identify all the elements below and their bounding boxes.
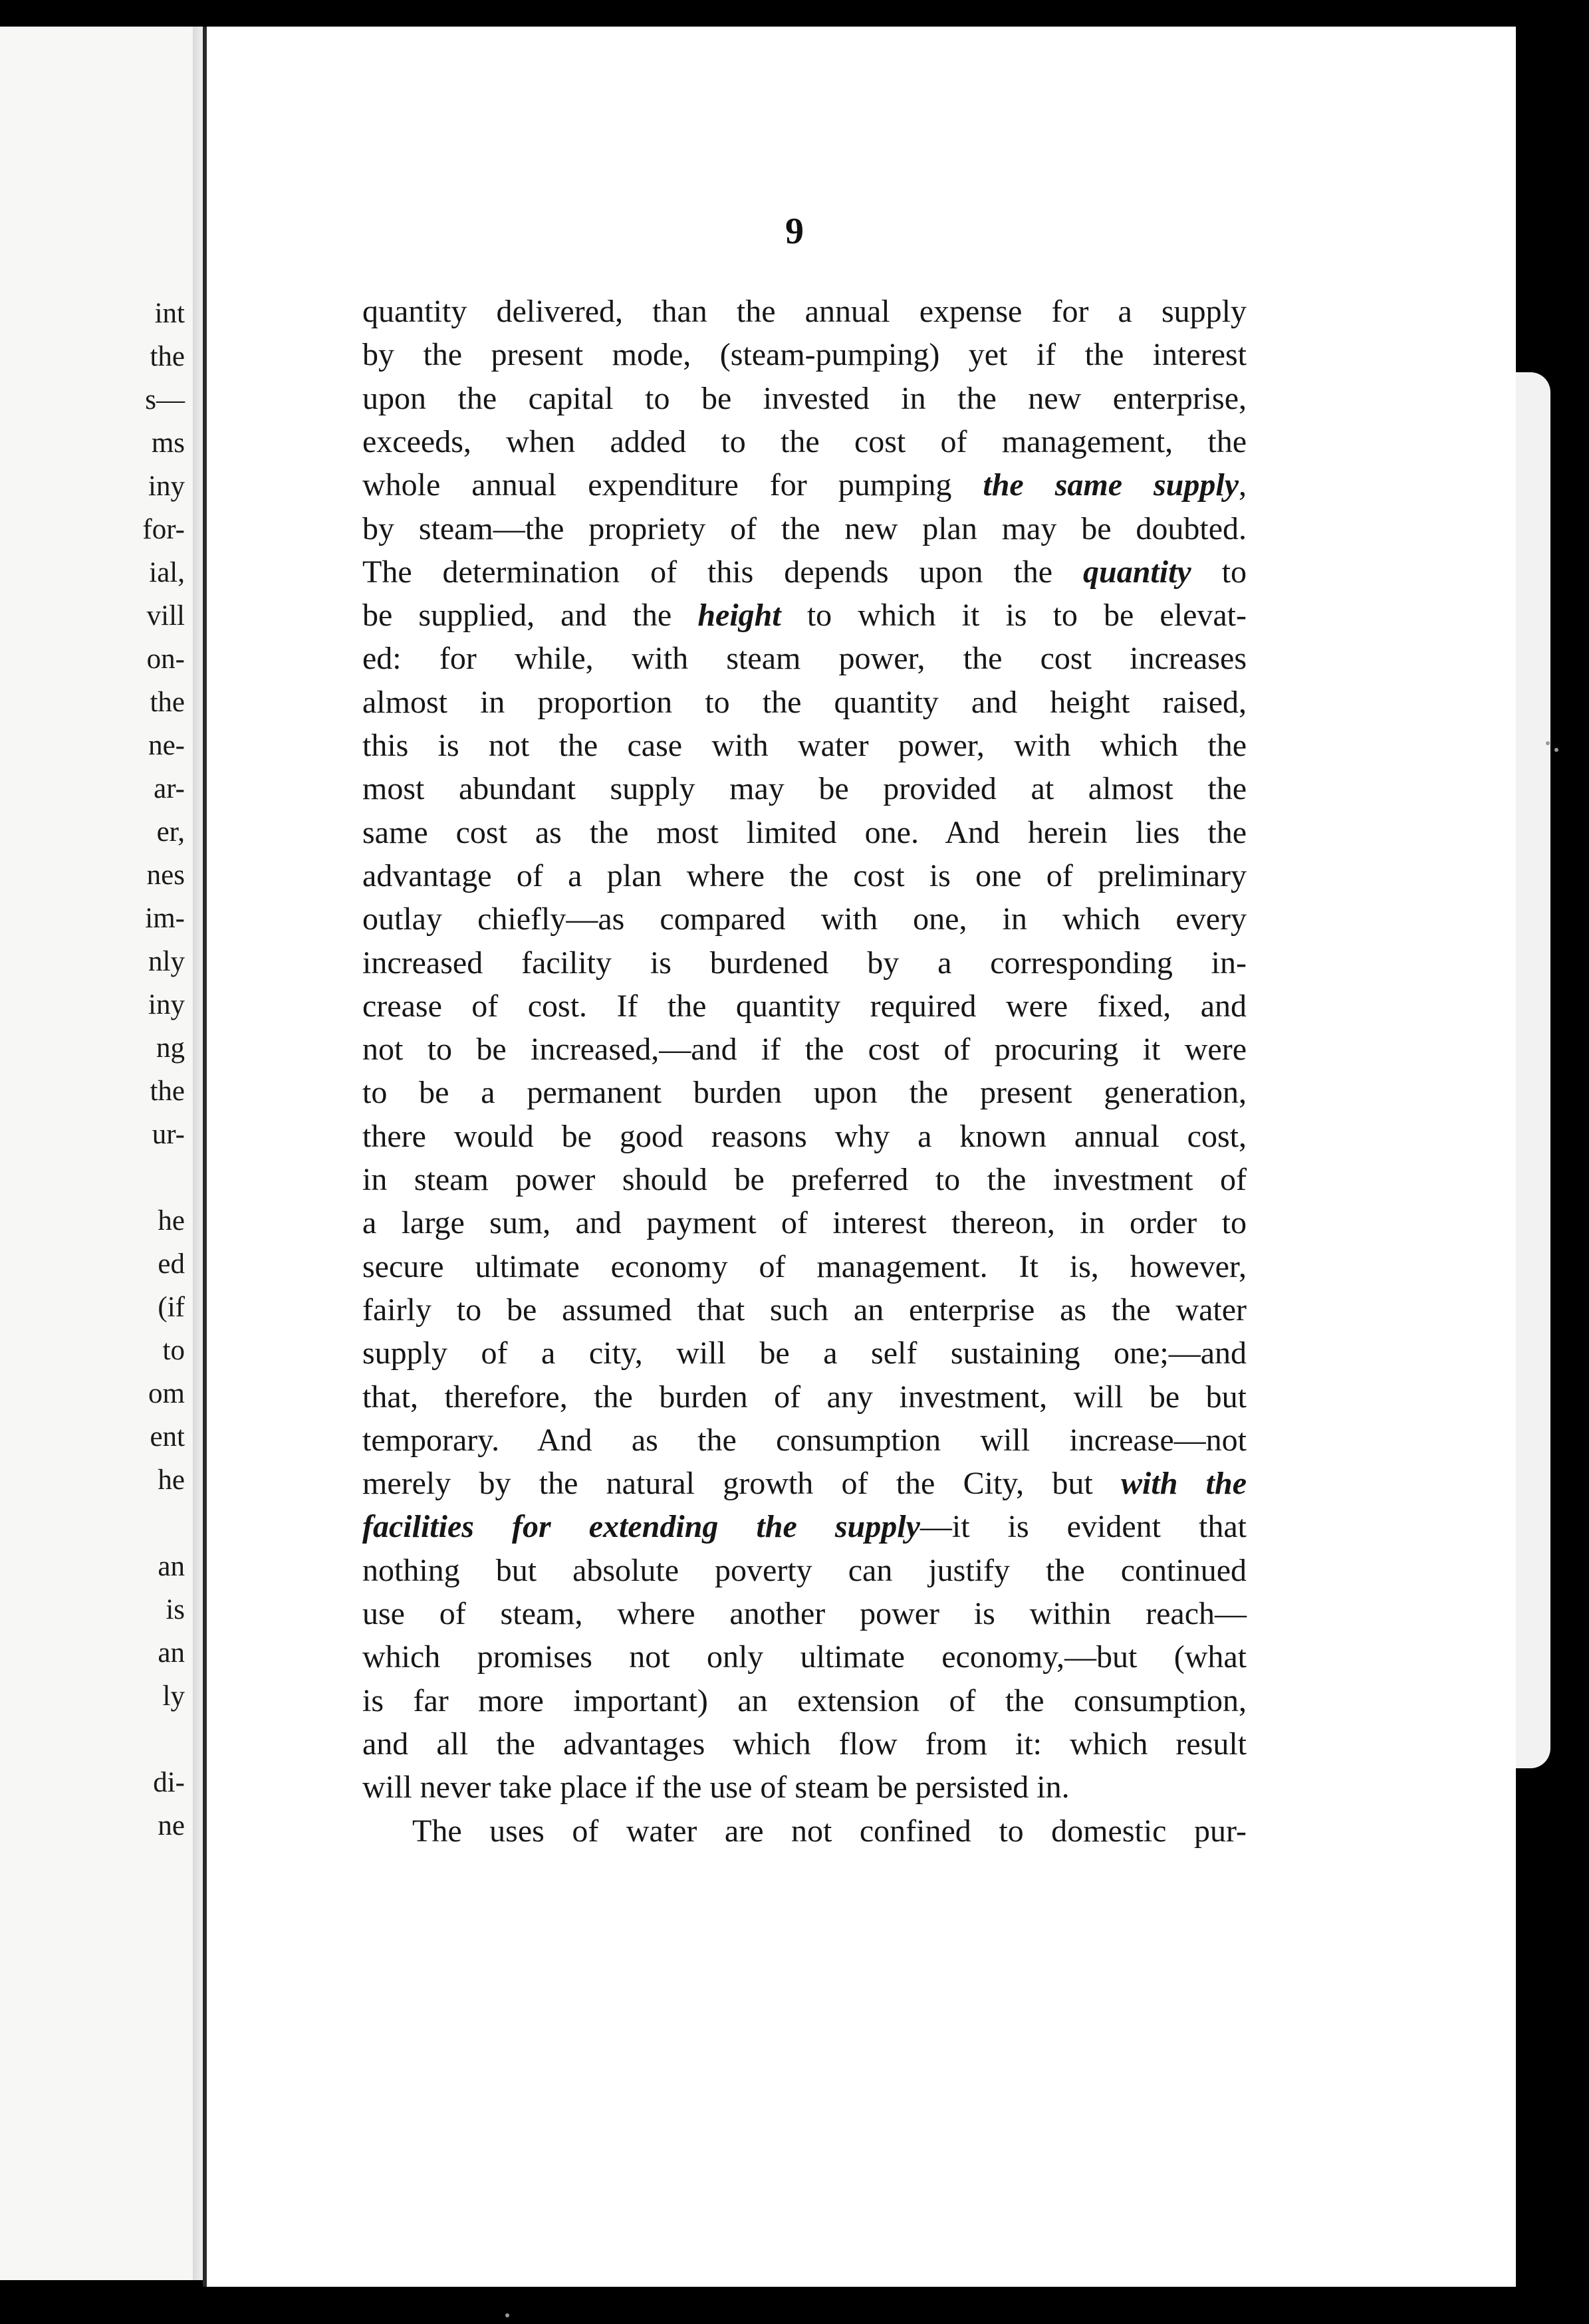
left-page-fragment: the bbox=[150, 341, 185, 372]
body-line-text: same cost as the most limited one. And herein lies the bbox=[362, 815, 1247, 850]
scan-speck bbox=[505, 2313, 509, 2317]
body-line bbox=[362, 1251, 1247, 1283]
body-line bbox=[362, 1425, 1247, 1456]
body-line bbox=[362, 1294, 1247, 1326]
left-page-fragment: ur- bbox=[152, 1119, 185, 1150]
left-page-fragment: to bbox=[162, 1335, 185, 1366]
body-line-text: , bbox=[1239, 467, 1247, 503]
body-line-text: this is not the case with water power, with which the bbox=[362, 728, 1247, 763]
left-page-fragment: he bbox=[158, 1205, 185, 1236]
body-line-text: supply of a city, will be a self sustaining one;—and bbox=[362, 1336, 1247, 1371]
left-page-fragment: on- bbox=[146, 643, 185, 675]
body-line-text: —it is evident that bbox=[919, 1509, 1247, 1544]
body-line bbox=[362, 1728, 1247, 1760]
body-line bbox=[362, 513, 1247, 545]
left-page-fragment: nes bbox=[146, 860, 185, 891]
body-line bbox=[362, 903, 1247, 935]
body-line bbox=[362, 817, 1247, 849]
body-line-text: by steam—the propriety of the new plan may be doubted. bbox=[362, 511, 1247, 546]
body-line bbox=[362, 296, 1247, 328]
left-page-fragment: an bbox=[158, 1637, 185, 1669]
left-page-fragment: (if bbox=[158, 1292, 185, 1323]
left-page-fragment: vill bbox=[146, 600, 185, 632]
left-page-fragment: ar- bbox=[154, 773, 185, 804]
body-line bbox=[362, 990, 1247, 1022]
left-page-fragment: ly bbox=[162, 1681, 185, 1712]
left-page-fragment: om bbox=[148, 1378, 185, 1409]
body-line-emphasis: the same supply bbox=[983, 467, 1239, 503]
body-line-text: upon the capital to be invested in the new enterprise, bbox=[362, 381, 1247, 416]
body-line-emphasis: with the bbox=[1121, 1466, 1247, 1501]
body-line bbox=[362, 1468, 1247, 1500]
body-line-text: The uses of water are not confined to domestic pur- bbox=[412, 1813, 1247, 1849]
body-line-text: that, therefore, the burden of any investment, will be but bbox=[362, 1379, 1247, 1415]
left-page-fragment: ng bbox=[156, 1032, 185, 1064]
body-line-text: there would be good reasons why a known annual cost, bbox=[362, 1119, 1247, 1154]
body-line-text: in steam power should be preferred to the investment of bbox=[362, 1162, 1247, 1197]
body-line bbox=[362, 1685, 1247, 1717]
body-line-emphasis: facilities for extending the supply bbox=[362, 1509, 920, 1544]
left-page-fragment: ed bbox=[158, 1248, 185, 1280]
body-line-text: nothing but absolute poverty can justify the continued bbox=[362, 1553, 1247, 1588]
left-page-fragment: iny bbox=[148, 471, 185, 502]
body-line bbox=[362, 1555, 1247, 1587]
body-line bbox=[362, 860, 1247, 892]
body-line-text: a large sum, and payment of interest thereon, in order to bbox=[362, 1205, 1247, 1240]
body-line bbox=[362, 1077, 1247, 1109]
body-line bbox=[362, 773, 1247, 805]
left-page-fragment: nly bbox=[148, 946, 185, 977]
left-page-fragment: di- bbox=[153, 1767, 185, 1798]
body-line bbox=[362, 600, 1247, 632]
body-line-text: most abundant supply may be provided at almost the bbox=[362, 771, 1247, 806]
body-line-text: advantage of a plan where the cost is one of preliminary bbox=[362, 858, 1247, 893]
left-page-fragment: the bbox=[150, 687, 185, 718]
body-line bbox=[362, 1598, 1247, 1630]
body-line-text: crease of cost. If the quantity required were fixed, and bbox=[362, 988, 1247, 1024]
body-line-text: quantity delivered, than the annual expense for a supply bbox=[362, 294, 1247, 329]
body-line-text: outlay chiefly—as compared with one, in which every bbox=[362, 901, 1247, 937]
body-line-text: to bbox=[1191, 554, 1247, 590]
body-line bbox=[362, 556, 1247, 588]
body-line bbox=[362, 1121, 1247, 1153]
body-line-text: whole annual expenditure for pumping bbox=[362, 467, 983, 503]
body-line-text: use of steam, where another power is within reach— bbox=[362, 1596, 1247, 1631]
body-line bbox=[362, 687, 1247, 719]
body-line-text: will never take place if the use of steam be persisted in. bbox=[362, 1770, 1070, 1805]
page-number: 9 bbox=[785, 211, 804, 252]
left-page-fragment: er, bbox=[156, 816, 185, 848]
body-line-text: exceeds, when added to the cost of management, the bbox=[362, 424, 1247, 459]
body-line-text: to which it is to be elevat- bbox=[781, 598, 1247, 633]
body-line-text: not to be increased,—and if the cost of procuring it were bbox=[362, 1032, 1247, 1067]
left-page-fragment: im- bbox=[145, 903, 185, 934]
left-page-fragment: ne- bbox=[148, 730, 185, 761]
left-page-fragment: ial, bbox=[149, 557, 185, 588]
left-page-fragment: ent bbox=[150, 1421, 185, 1452]
body-line bbox=[362, 643, 1247, 675]
left-page-fragment: the bbox=[150, 1076, 185, 1107]
body-line bbox=[362, 1164, 1247, 1196]
body-line bbox=[362, 469, 1247, 501]
body-line-text: is far more important) an extension of the consumption, bbox=[362, 1683, 1247, 1718]
scan-speck bbox=[1554, 748, 1558, 752]
left-page-fragment: s— bbox=[145, 384, 185, 415]
body-line-text: ed: for while, with steam power, the cost increases bbox=[362, 641, 1247, 676]
body-line-text: be supplied, and the bbox=[362, 598, 698, 633]
body-line-emphasis: quantity bbox=[1083, 554, 1191, 590]
body-line-text: by the present mode, (steam-pumping) yet if the interest bbox=[362, 337, 1247, 372]
body-line bbox=[362, 339, 1247, 371]
left-page-fragment: for- bbox=[142, 514, 185, 545]
body-line-text: secure ultimate economy of management. It is, however, bbox=[362, 1249, 1247, 1284]
scan-speck bbox=[1546, 741, 1550, 745]
body-line-text: merely by the natural growth of the City, but bbox=[362, 1466, 1122, 1501]
left-page-fragment: is bbox=[166, 1594, 185, 1625]
body-line bbox=[362, 1207, 1247, 1239]
body-line-text: The determination of this depends upon the bbox=[362, 554, 1084, 590]
body-line bbox=[362, 1511, 1247, 1543]
body-line bbox=[362, 1641, 1247, 1673]
body-line-text: increased facility is burdened by a corresponding in- bbox=[362, 945, 1247, 981]
body-line bbox=[362, 1034, 1247, 1066]
body-line bbox=[362, 1337, 1247, 1369]
body-line bbox=[362, 730, 1247, 762]
body-line-text: almost in proportion to the quantity and height raised, bbox=[362, 685, 1247, 720]
left-page-fragment: iny bbox=[148, 989, 185, 1020]
left-page-fragment: int bbox=[154, 298, 185, 329]
body-line-text: fairly to be assumed that such an enterprise as the water bbox=[362, 1292, 1247, 1328]
body-line bbox=[362, 426, 1247, 458]
left-page-fragment: an bbox=[158, 1551, 185, 1582]
body-line-text: temporary. And as the consumption will increase—not bbox=[362, 1423, 1247, 1458]
body-line-text: to be a permanent burden upon the present generation, bbox=[362, 1075, 1247, 1110]
body-line bbox=[362, 947, 1247, 979]
body-line bbox=[412, 1815, 1247, 1847]
body-line bbox=[362, 383, 1247, 415]
body-line-text: which promises not only ultimate economy,—but (what bbox=[362, 1639, 1247, 1675]
left-page bbox=[0, 27, 195, 2280]
body-line bbox=[362, 1772, 1247, 1803]
body-line bbox=[362, 1381, 1247, 1413]
left-page-fragment: ms bbox=[151, 427, 185, 459]
left-page-fragment: ne bbox=[158, 1810, 185, 1841]
body-line-text: and all the advantages which flow from it: which result bbox=[362, 1726, 1247, 1762]
left-page-fragment: he bbox=[158, 1464, 185, 1496]
body-line-emphasis: height bbox=[697, 598, 781, 633]
